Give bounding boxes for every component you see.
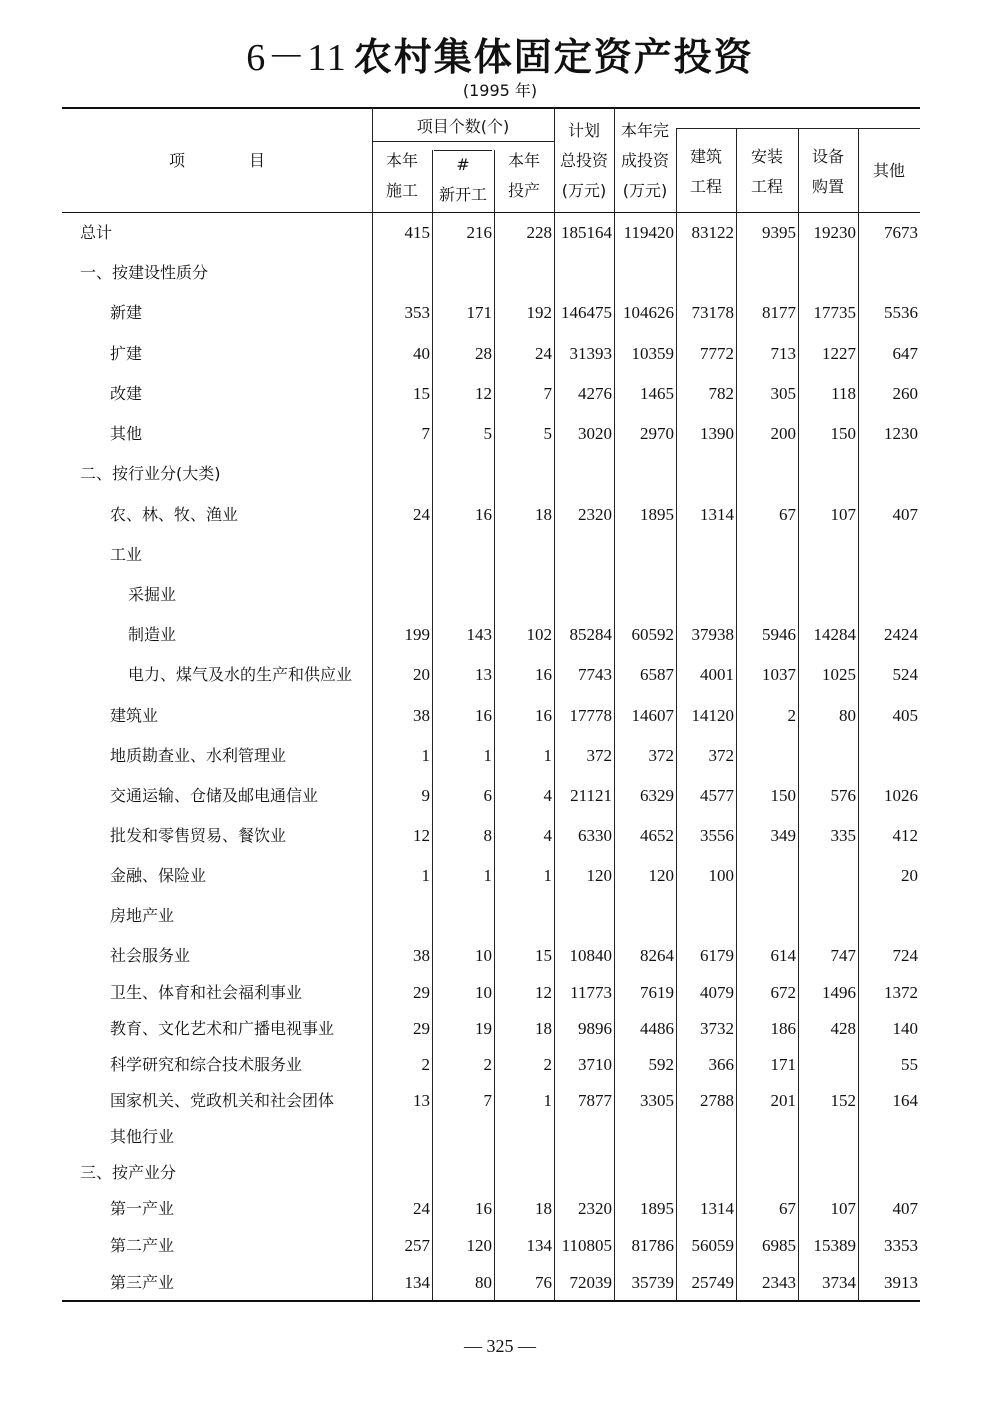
table-cell: 7772 (700, 344, 734, 363)
table-cell: 20 (901, 866, 918, 885)
table-cell: 3734 (822, 1273, 856, 1292)
table-cell: 4276 (578, 384, 612, 403)
table-cell: 1496 (822, 983, 856, 1002)
table-row (62, 582, 920, 608)
table-cell: 146475 (561, 303, 612, 322)
table-cell: 9395 (762, 223, 796, 242)
table-row (62, 1233, 920, 1259)
table-cell: 100 (708, 866, 734, 885)
table-row (62, 943, 920, 969)
table-cell: 6985 (762, 1236, 796, 1255)
header-in-production-1: 本年 (507, 151, 540, 170)
row-label: 农、林、牧、渔业 (110, 505, 239, 524)
table-cell: 10 (475, 946, 492, 965)
header-under-construction-1: 本年 (385, 151, 418, 170)
table-cell: 83122 (691, 223, 734, 242)
table-cell: 38 (413, 946, 430, 965)
table-cell: 152 (830, 1091, 856, 1110)
table-row (62, 1088, 920, 1114)
table-cell: 1230 (884, 424, 918, 443)
table-cell: 1 (543, 866, 552, 885)
table-cell: 2788 (700, 1091, 734, 1110)
table-row (62, 823, 920, 849)
page-number: — 325 — (464, 1336, 536, 1356)
table-cell: 14284 (813, 625, 856, 644)
table-cell: 1037 (762, 665, 796, 684)
table-cell: 120 (648, 866, 674, 885)
table-cell: 171 (466, 303, 492, 322)
table-cell: 3710 (578, 1055, 612, 1074)
header-completed-2: 成投资 (620, 151, 669, 170)
table-row (62, 1052, 920, 1078)
row-label: 卫生、体育和社会福利事业 (110, 983, 303, 1002)
table-cell: 305 (770, 384, 796, 403)
table-cell: 2320 (578, 505, 612, 524)
table-cell: 164 (892, 1091, 918, 1110)
header-project-count: 项目个数(个) (416, 117, 510, 136)
table-cell: 24 (535, 344, 552, 363)
table-row (62, 743, 920, 769)
table-cell: 412 (892, 826, 918, 845)
table-cell: 349 (770, 826, 796, 845)
table-cell: 7619 (640, 983, 674, 1002)
table-cell: 14607 (631, 706, 674, 725)
table-cell: 4079 (700, 983, 734, 1002)
table-cell: 19 (475, 1019, 492, 1038)
table-cell: 67 (779, 1199, 796, 1218)
table-row (62, 421, 920, 447)
table-cell: 185164 (561, 223, 612, 242)
table-cell: 16 (475, 505, 492, 524)
header-construction-2: 工程 (689, 177, 722, 196)
table-cell: 60592 (631, 625, 674, 644)
table-cell: 9 (421, 786, 430, 805)
table-cell: 7 (483, 1091, 492, 1110)
table-cell: 2 (543, 1055, 552, 1074)
table-cell: 24 (413, 1199, 430, 1218)
header-planned-1: 计划 (567, 121, 600, 140)
row-label: 科学研究和综合技术服务业 (110, 1055, 303, 1074)
table-cell: 192 (526, 303, 552, 322)
table-cell: 171 (770, 1055, 796, 1074)
table-cell: 672 (770, 983, 796, 1002)
table-cell: 724 (892, 946, 918, 965)
table-row (62, 783, 920, 809)
header-new-start-1: # (456, 155, 470, 174)
table-row (62, 903, 920, 929)
table-cell: 1227 (822, 344, 856, 363)
table-cell: 6329 (640, 786, 674, 805)
table-cell: 199 (404, 625, 430, 644)
table-cell: 21121 (570, 786, 612, 805)
table-cell: 2970 (640, 424, 674, 443)
table-cell: 8177 (762, 303, 796, 322)
table-row (62, 341, 920, 367)
row-label: 第二产业 (110, 1236, 175, 1255)
table-cell: 576 (830, 786, 856, 805)
table-cell: 7673 (884, 223, 918, 242)
row-label: 其他 (110, 424, 143, 443)
table-cell: 407 (892, 505, 918, 524)
table-row (62, 1196, 920, 1222)
table-cell: 1 (421, 866, 430, 885)
table-cell: 134 (404, 1273, 430, 1292)
table-cell: 118 (831, 384, 856, 403)
row-label: 国家机关、党政机关和社会团体 (110, 1091, 335, 1110)
table-cell: 260 (892, 384, 918, 403)
row-label: 新建 (110, 303, 143, 322)
header-equipment-2: 购置 (811, 177, 844, 196)
table-cell: 140 (892, 1019, 918, 1038)
table-row (62, 1016, 920, 1042)
table-cell: 1 (483, 866, 492, 885)
table-cell: 16 (475, 706, 492, 725)
table-cell: 2424 (884, 625, 918, 644)
table-cell: 3305 (640, 1091, 674, 1110)
table-cell: 4577 (700, 786, 734, 805)
header-construction-1: 建筑 (689, 147, 722, 166)
table-cell: 747 (830, 946, 856, 965)
table-cell: 17778 (569, 706, 612, 725)
table-cell: 1 (543, 746, 552, 765)
table-cell: 12 (535, 983, 552, 1002)
table-cell: 782 (708, 384, 734, 403)
table-cell: 15 (535, 946, 552, 965)
table-row (62, 461, 920, 487)
table-cell: 134 (526, 1236, 552, 1255)
table-cell: 29 (413, 1019, 430, 1038)
header-under-construction-2: 施工 (385, 181, 418, 200)
table-row (62, 662, 920, 688)
table-cell: 7 (421, 424, 430, 443)
row-label: 金融、保险业 (110, 866, 207, 885)
header-installation-2: 工程 (750, 177, 783, 196)
table-number: 6－11 (246, 37, 348, 79)
table-cell: 25749 (691, 1273, 734, 1292)
table-cell: 1 (421, 746, 430, 765)
table-cell: 6 (483, 786, 492, 805)
table-row (62, 703, 920, 729)
row-label: 制造业 (128, 625, 177, 644)
table-cell: 20 (413, 665, 430, 684)
table-cell: 428 (830, 1019, 856, 1038)
row-label: 第三产业 (110, 1273, 175, 1292)
table-cell: 104626 (623, 303, 674, 322)
row-label: 第一产业 (110, 1199, 175, 1218)
table-cell: 372 (648, 746, 674, 765)
row-label: 工业 (110, 545, 143, 564)
table-cell: 6587 (640, 665, 674, 684)
table-cell: 1895 (640, 505, 674, 524)
row-label: 教育、文化艺术和广播电视事业 (110, 1019, 335, 1038)
table-row (62, 1124, 920, 1150)
row-label: 地质勘查业、水利管理业 (110, 746, 287, 765)
table-cell: 201 (770, 1091, 796, 1110)
table-cell: 3556 (700, 826, 734, 845)
table-cell: 11773 (570, 983, 612, 1002)
table-cell: 150 (770, 786, 796, 805)
table-cell: 713 (770, 344, 796, 363)
table-cell: 3913 (884, 1273, 918, 1292)
table-cell: 4 (543, 786, 552, 805)
row-label: 批发和零售贸易、餐饮业 (110, 826, 287, 845)
table-cell: 5 (543, 424, 552, 443)
row-label: 电力、煤气及水的生产和供应业 (128, 665, 353, 684)
table-cell: 407 (892, 1199, 918, 1218)
header-planned-3: (万元) (561, 181, 607, 200)
table-cell: 2320 (578, 1199, 612, 1218)
table-cell: 13 (475, 665, 492, 684)
table-cell: 200 (770, 424, 796, 443)
table-cell: 85284 (569, 625, 612, 644)
table-cell: 372 (708, 746, 734, 765)
row-label: 房地产业 (110, 906, 175, 925)
row-label: 扩建 (110, 344, 143, 363)
page-title (0, 26, 1000, 81)
table-cell: 257 (404, 1236, 430, 1255)
table-cell: 81786 (631, 1236, 674, 1255)
table-cell: 1372 (884, 983, 918, 1002)
table-cell: 120 (586, 866, 612, 885)
table-cell: 366 (708, 1055, 734, 1074)
table-cell: 2 (421, 1055, 430, 1074)
table-cell: 119420 (623, 223, 674, 242)
table-cell: 1895 (640, 1199, 674, 1218)
header-installation-1: 安装 (750, 147, 783, 166)
table-row (62, 1160, 920, 1186)
table-cell: 16 (535, 706, 552, 725)
table-cell: 415 (404, 223, 430, 242)
table-cell: 4 (543, 826, 552, 845)
row-label: 交通运输、仓储及邮电通信业 (110, 786, 319, 805)
table-cell: 10 (475, 983, 492, 1002)
table-cell: 2 (483, 1055, 492, 1074)
header-completed-1: 本年完 (620, 121, 669, 140)
table-cell: 17735 (813, 303, 856, 322)
table-cell: 2 (787, 706, 796, 725)
table-row (62, 502, 920, 528)
table-cell: 5 (483, 424, 492, 443)
table-cell: 372 (586, 746, 612, 765)
row-label: 改建 (110, 384, 143, 403)
table-cell: 19230 (813, 223, 856, 242)
table-cell: 3020 (578, 424, 612, 443)
table-cell: 7 (543, 384, 552, 403)
table-cell: 614 (770, 946, 796, 965)
table-cell: 8 (483, 826, 492, 845)
table-cell: 186 (770, 1019, 796, 1038)
table-row (62, 300, 920, 326)
table-cell: 7877 (578, 1091, 612, 1110)
table-row (62, 980, 920, 1006)
table-cell: 67 (779, 505, 796, 524)
table-cell: 5946 (762, 625, 796, 644)
table-cell: 55 (901, 1055, 918, 1074)
table-cell: 15 (413, 384, 430, 403)
table-cell: 405 (892, 706, 918, 725)
header-completed-3: (万元) (622, 181, 668, 200)
table-cell: 524 (892, 665, 918, 684)
table-cell: 72039 (569, 1273, 612, 1292)
table-cell: 1314 (700, 505, 734, 524)
table-cell: 31393 (569, 344, 612, 363)
row-label: 二、按行业分(大类) (80, 464, 221, 483)
header-group-rule (676, 128, 920, 129)
table-cell: 16 (535, 665, 552, 684)
table-cell: 150 (830, 424, 856, 443)
table-cell: 647 (892, 344, 918, 363)
table-row (62, 1270, 920, 1296)
table-cell: 18 (535, 1019, 552, 1038)
table-cell: 1314 (700, 1199, 734, 1218)
table-row (62, 220, 920, 246)
table-cell: 143 (466, 625, 492, 644)
table-cell: 15389 (813, 1236, 856, 1255)
table-cell: 107 (830, 505, 856, 524)
table-cell: 10840 (569, 946, 612, 965)
table-cell: 37938 (691, 625, 734, 644)
table-cell: 38 (413, 706, 430, 725)
table-cell: 592 (648, 1055, 674, 1074)
table-cell: 1465 (640, 384, 674, 403)
table-cell: 228 (526, 223, 552, 242)
table-cell: 353 (404, 303, 430, 322)
table-cell: 12 (413, 826, 430, 845)
table-cell: 4486 (640, 1019, 674, 1038)
table-cell: 5536 (884, 303, 918, 322)
table-cell: 13 (413, 1091, 430, 1110)
header-other: 其他 (872, 161, 905, 180)
table-row (62, 260, 920, 286)
table-cell: 335 (830, 826, 856, 845)
header-equipment-1: 设备 (811, 147, 844, 166)
table-cell: 1 (543, 1091, 552, 1110)
table-cell: 102 (526, 625, 552, 644)
row-label: 总计 (80, 223, 113, 242)
row-label: 三、按产业分 (80, 1163, 177, 1182)
row-label: 其他行业 (110, 1127, 175, 1146)
header-in-production-2: 投产 (507, 181, 540, 200)
table-header-rule (62, 212, 920, 213)
table-cell: 40 (413, 344, 430, 363)
table-cell: 7743 (578, 665, 612, 684)
row-label: 建筑业 (110, 706, 159, 725)
table-subtitle: (1995 年) (462, 81, 538, 100)
table-cell: 18 (535, 505, 552, 524)
table-cell: 216 (466, 223, 492, 242)
table-cell: 29 (413, 983, 430, 1002)
table-cell: 16 (475, 1199, 492, 1218)
table-top-rule (62, 107, 920, 109)
table-row (62, 863, 920, 889)
row-label: 采掘业 (128, 585, 177, 604)
table-cell: 35739 (631, 1273, 674, 1292)
table-cell: 3732 (700, 1019, 734, 1038)
table-cell: 80 (475, 1273, 492, 1292)
table-cell: 56059 (691, 1236, 734, 1255)
table-cell: 3353 (884, 1236, 918, 1255)
table-cell: 120 (466, 1236, 492, 1255)
table-cell: 1390 (700, 424, 734, 443)
table-cell: 6179 (700, 946, 734, 965)
table-cell: 6330 (578, 826, 612, 845)
table-cell: 18 (535, 1199, 552, 1218)
table-cell: 80 (839, 706, 856, 725)
table-cell: 24 (413, 505, 430, 524)
header-new-start-2: 新开工 (438, 185, 487, 204)
table-bottom-rule (62, 1300, 920, 1302)
table-row (62, 542, 920, 568)
table-cell: 1025 (822, 665, 856, 684)
table-cell: 14120 (691, 706, 734, 725)
table-cell: 73178 (691, 303, 734, 322)
table-cell: 4652 (640, 826, 674, 845)
table-cell: 9896 (578, 1019, 612, 1038)
table-cell: 2343 (762, 1273, 796, 1292)
table-cell: 28 (475, 344, 492, 363)
row-label: 社会服务业 (110, 946, 191, 965)
table-cell: 76 (535, 1273, 552, 1292)
table-cell: 1026 (884, 786, 918, 805)
table-cell: 12 (475, 384, 492, 403)
table-title: 农村集体固定资产投资 (353, 34, 754, 79)
table-cell: 4001 (700, 665, 734, 684)
table-cell: 8264 (640, 946, 674, 965)
table-row (62, 622, 920, 648)
header-planned-2: 总投资 (559, 151, 608, 170)
table-cell: 10359 (631, 344, 674, 363)
row-label: 一、按建设性质分 (80, 263, 209, 282)
table-cell: 107 (830, 1199, 856, 1218)
table-cell: 110805 (561, 1236, 612, 1255)
table-row (62, 381, 920, 407)
table-cell: 1 (483, 746, 492, 765)
header-item: 项 目 (168, 151, 265, 170)
